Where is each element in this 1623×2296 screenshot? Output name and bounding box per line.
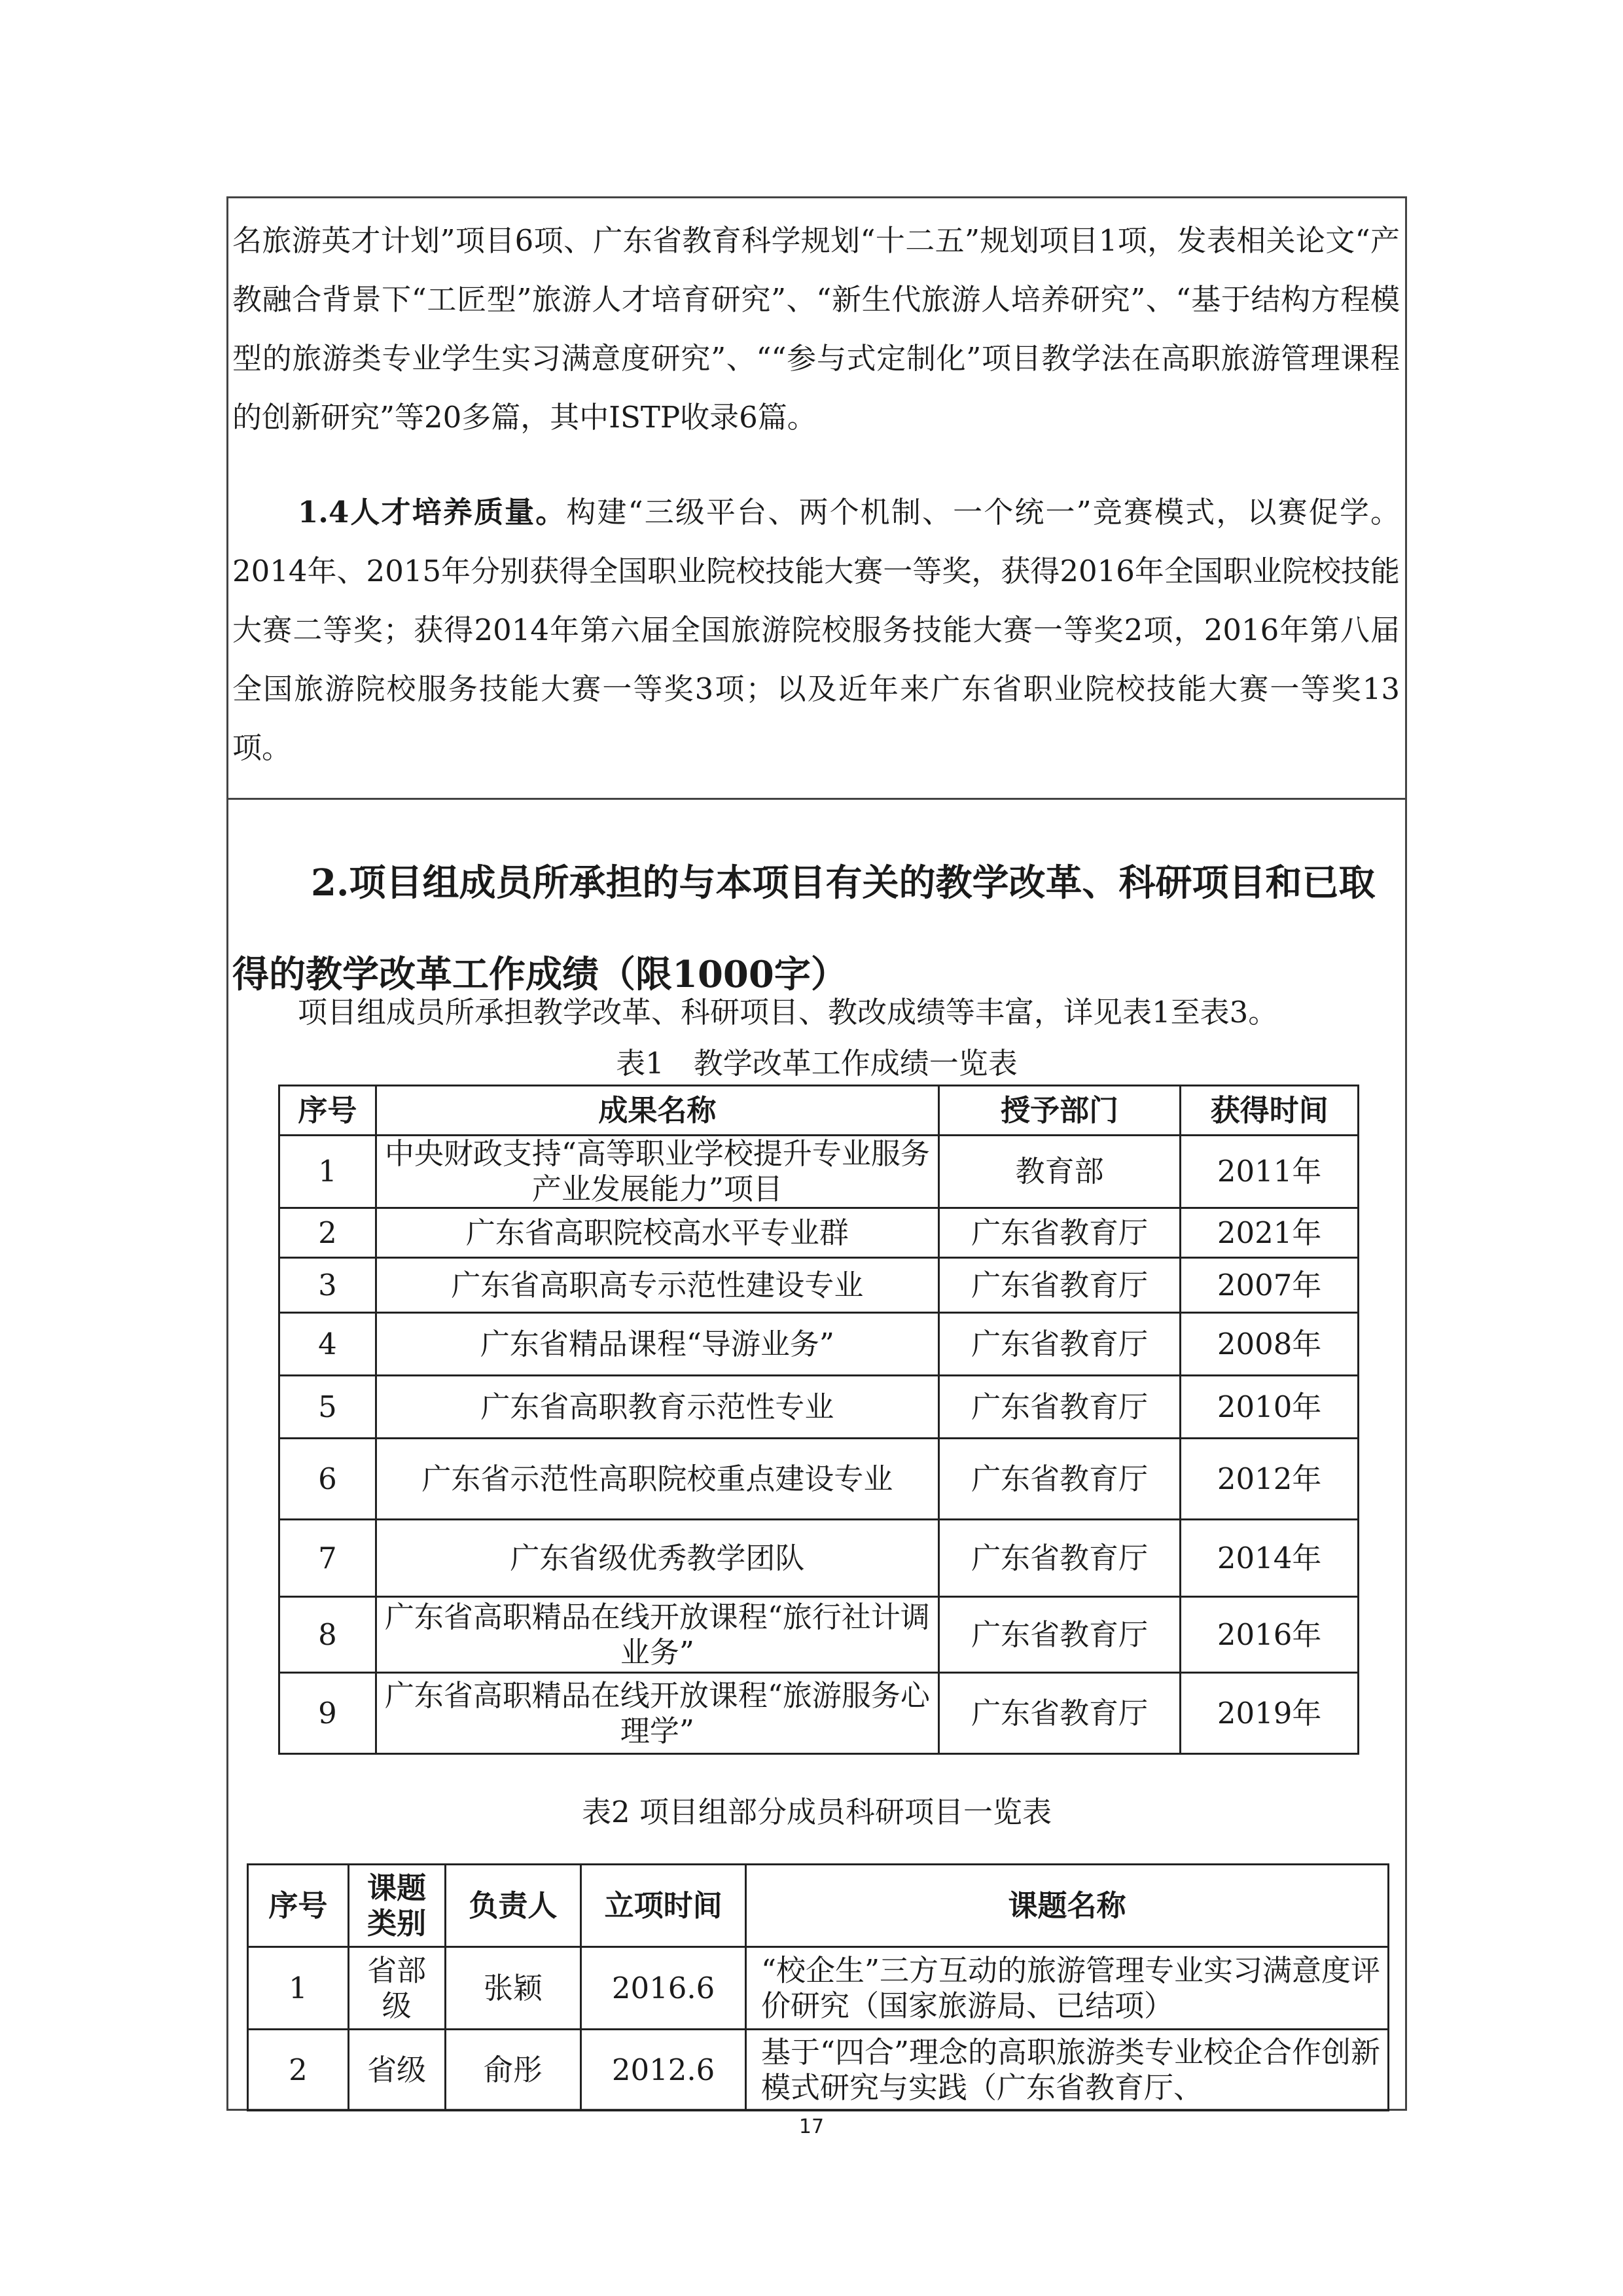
table-header: 负责人 [445,1865,581,1947]
table-cell: 2016年 [1181,1597,1359,1673]
table-cell: 2008年 [1181,1313,1359,1376]
table-cell: 教育部 [939,1136,1181,1208]
table-cell: 基于“四合”理念的高职旅游类专业校企合作创新模式研究与实践（广东省教育厅、 [745,2030,1388,2111]
table-cell: 3 [279,1258,376,1313]
teaching-reform-table [278,1085,1359,1755]
table-cell: 广东省高职精品在线开放课程“旅行社计调业务” [376,1597,938,1673]
table-cell: 广东省教育厅 [939,1520,1181,1597]
table-row [279,1208,1359,1258]
table-cell: 俞彤 [445,2030,581,2111]
table-cell: 广东省级优秀教学团队 [376,1520,938,1597]
table-cell: 广东省示范性高职院校重点建设专业 [376,1439,938,1520]
table-cell: 2016.6 [581,1947,746,2030]
table-cell: 广东省精品课程“导游业务” [376,1313,938,1376]
table-cell: 2021年 [1181,1208,1359,1258]
table-row [279,1313,1359,1376]
table-row [279,1376,1359,1439]
table-row [279,1439,1359,1520]
table-header: 授予部门 [939,1086,1181,1136]
table-header: 序号 [279,1086,376,1136]
table-cell: 2012.6 [581,2030,746,2111]
table-cell: 广东省教育厅 [939,1597,1181,1673]
table2-caption: 表2 项目组部分成员科研项目一览表 [582,1795,1052,1829]
research-projects-table [247,1863,1389,2111]
paragraph-lead: 1.4人才培养质量。 [298,495,567,529]
table-header: 序号 [248,1865,349,1947]
table-cell: 5 [279,1376,376,1439]
table-cell: 广东省教育厅 [939,1313,1181,1376]
table-cell: 广东省高职教育示范性专业 [376,1376,938,1439]
table-cell: 1 [279,1136,376,1208]
table-cell: 省部级 [348,1947,445,2030]
table-cell: 4 [279,1313,376,1376]
table-row [248,1947,1389,2030]
paragraph-talent-quality [228,483,1405,778]
table-header: 立项时间 [581,1865,746,1947]
table-cell: 6 [279,1439,376,1520]
table-cell: 2007年 [1181,1258,1359,1313]
table-cell: 1 [248,1947,349,2030]
page-number: 17 [798,2115,825,2138]
table-cell: 2010年 [1181,1376,1359,1439]
table1-caption: 表1 教学改革工作成绩一览表 [616,1046,1018,1081]
intro-text: 项目组成员所承担教学改革、科研项目、教改成绩等丰富，详见表1至表3。 [298,995,1278,1030]
table-header: 课题名称 [745,1865,1388,1947]
table-cell: 广东省教育厅 [939,1439,1181,1520]
table-cell: 2 [279,1208,376,1258]
table-header: 成果名称 [376,1086,938,1136]
table-cell: “校企生”三方互动的旅游管理专业实习满意度评价研究（国家旅游局、已结项） [745,1947,1388,2030]
table-header: 课题类别 [348,1865,445,1947]
table-row [279,1597,1359,1673]
table-cell: 2019年 [1181,1673,1359,1754]
table-cell: 广东省高职院校高水平专业群 [376,1208,938,1258]
table-cell: 广东省高职高专示范性建设专业 [376,1258,938,1313]
table-cell: 2012年 [1181,1439,1359,1520]
table-cell: 2014年 [1181,1520,1359,1597]
text-frame-top [226,196,1407,800]
table-row [279,1258,1359,1313]
table-cell: 广东省高职精品在线开放课程“旅游服务心理学” [376,1673,938,1754]
section-heading: 2.项目组成员所承担的与本项目有关的教学改革、科研项目和已取得的教学改革工作成绩（限1000字） [232,861,1376,996]
table-cell: 2011年 [1181,1136,1359,1208]
table-cell: 广东省教育厅 [939,1258,1181,1313]
table-cell: 2 [248,2030,349,2111]
paragraph-body: 构建“三级平台、两个机制、一个统一”竞赛模式，以赛促学。2014年、2015年分别获得全国职业院校技能大赛一等奖，获得2016年全国职业院校技能大赛二等奖；获得2014年第六届全国旅游院校服务技能大赛一等奖2项，2016年第八届全国旅游院校服务技能大赛一等奖3项；以及近年来广东省职业院校技能大赛一等奖13项。 [232,495,1400,765]
table-cell: 中央财政支持“高等职业学校提升专业服务产业发展能力”项目 [376,1136,938,1208]
table-cell: 广东省教育厅 [939,1208,1181,1258]
table-cell: 广东省教育厅 [939,1376,1181,1439]
text-frame-bottom [226,798,1407,2111]
table-cell: 广东省教育厅 [939,1673,1181,1754]
table-cell: 7 [279,1520,376,1597]
table-cell: 省级 [348,2030,445,2111]
table-cell: 张颖 [445,1947,581,2030]
table-row [279,1520,1359,1597]
table-row [279,1673,1359,1754]
paragraph-research-output: 名旅游英才计划”项目6项、广东省教育科学规划“十二五”规划项目1项，发表相关论文“产教融合背景下“工匠型”旅游人才培育研究”、“新生代旅游人培养研究”、“基于结构方程模型的旅游类专业学生实习满意度研究”、““参与式定制化”项目教学法在高职旅游管理课程的创新研究”等20多篇，其中ISTP收录6篇。 [232,223,1400,435]
table-header: 获得时间 [1181,1086,1359,1136]
table-cell: 9 [279,1673,376,1754]
table-cell: 8 [279,1597,376,1673]
table-row [248,2030,1389,2111]
table-row [279,1136,1359,1208]
